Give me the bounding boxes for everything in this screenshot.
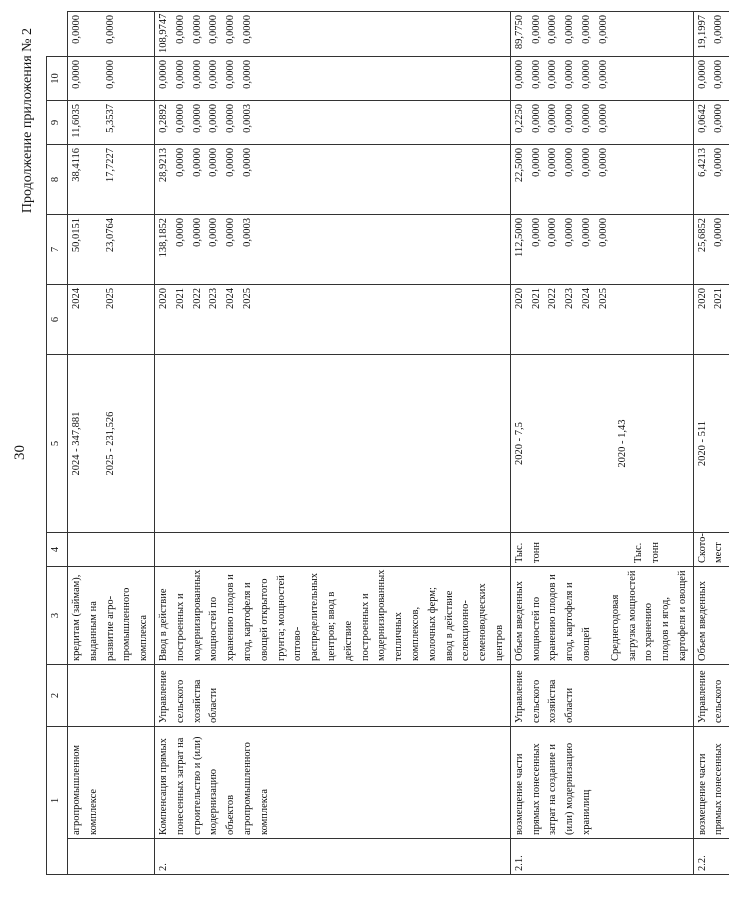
col-header: 7 [47, 215, 68, 285]
target-value [68, 355, 155, 533]
value-list [68, 57, 155, 101]
value-text: 0,0000 [174, 104, 186, 133]
value-list [154, 57, 510, 101]
unit-text: Тыс. тонн [513, 542, 542, 563]
value-text: 0,0000 [104, 15, 116, 44]
column-number-row [47, 12, 68, 875]
value-text: 19,1997 [696, 15, 708, 50]
year-text: 2021 [174, 288, 186, 309]
value-text: 23,0764 [104, 218, 116, 253]
value-text: 0,0000 [191, 148, 203, 177]
target-text [86, 358, 103, 529]
value-text: 0,0000 [191, 104, 203, 133]
value-list [68, 145, 155, 215]
unit-text: Тыс. тонн [633, 542, 662, 563]
value-text: 0,0000 [191, 15, 203, 44]
executor-text: Управление сельского хозяйства области [157, 670, 220, 723]
indicator-text: Объем введенных мощностей по хранению плодов и ягод, картофеля и овощей [513, 574, 592, 661]
value-text: 0,0000 [241, 60, 253, 89]
value-text: 0,0000 [208, 104, 220, 133]
year-text: 2024 [71, 288, 82, 309]
value-text: 0,2250 [513, 104, 525, 133]
col-header: 1 [47, 727, 68, 875]
value-text: 0,0000 [564, 148, 576, 177]
table-row [68, 12, 155, 875]
measure-name [693, 727, 729, 839]
target-value [154, 355, 510, 533]
value-text: 0,0000 [564, 60, 576, 89]
row-number [510, 839, 693, 875]
value-text: 0,0000 [597, 148, 609, 177]
value-text: 0,0000 [208, 218, 220, 247]
value-text: 0,0000 [208, 15, 220, 44]
target-text: 2020 - 7,5 [513, 422, 525, 465]
measure-name-text: возмещение части прямых понесенных затрат на создание и (или) модернизацию хранилищ [513, 742, 592, 835]
value-text: 11,6035 [71, 104, 82, 138]
table-row [510, 12, 693, 875]
value-text: 0,0000 [530, 60, 542, 89]
year-text: 2020 [696, 288, 708, 309]
value-text: 25,6852 [696, 218, 708, 253]
year-text: 2023 [564, 288, 576, 309]
value-text [86, 148, 103, 211]
indicator-text: Ввод в действие построенных и модернизированных мощностей по хранению плодов и ягод, картофеля и овощей открытого грунта; мощностей оптово-распределительных центров; ввод в действие построенных и модернизированных тепличных комплексов, молочных ферм; ввод в действие селекционно-семеноводческих центров [157, 569, 505, 661]
value-list [154, 12, 510, 57]
executor [68, 665, 155, 727]
value-text: 0,0000 [530, 218, 542, 247]
page-number: 30 [12, 445, 28, 460]
target-text: 2020 - 1,43 [616, 419, 628, 468]
executor-text: Управление сельского [696, 670, 725, 723]
value-text: 0,0000 [225, 104, 237, 133]
value-text: 0,0000 [225, 148, 237, 177]
program-table [46, 11, 729, 875]
value-text: 0,0000 [696, 60, 708, 89]
year-text: 2023 [208, 288, 220, 309]
col-header: 4 [47, 533, 68, 567]
value-text: 0,0000 [580, 60, 592, 89]
row-number-text: 2.2. [696, 855, 708, 871]
year-text: 2025 [597, 288, 609, 309]
value-text: 0,0000 [547, 15, 559, 44]
row-number [68, 839, 155, 875]
indicator [68, 567, 155, 665]
value-text: 0,0000 [174, 218, 186, 247]
executor [510, 665, 693, 727]
col-header: 10 [47, 57, 68, 101]
value-text: 0,0000 [241, 15, 253, 44]
value-text: 38,4116 [71, 148, 82, 182]
value-text: 0,0000 [530, 15, 542, 44]
value-text: 0,0000 [580, 15, 592, 44]
value-list [154, 215, 510, 285]
unit [510, 533, 693, 567]
year-text: 2025 [104, 288, 116, 309]
value-list [68, 12, 155, 57]
table-row [693, 12, 729, 875]
year-text: 2021 [713, 288, 725, 309]
appendix-caption: Продолжение приложения № 2 [20, 28, 35, 214]
value-text: 0,0000 [174, 15, 186, 44]
year-list [68, 285, 155, 355]
col-header: 6 [47, 285, 68, 355]
value-list [510, 57, 693, 101]
value-list [693, 12, 729, 57]
executor-text: Управление сельского хозяйства области [513, 670, 576, 723]
indicator [510, 567, 693, 665]
value-text: 0,0000 [597, 60, 609, 89]
year-text: 2024 [225, 288, 237, 309]
value-text: 5,3537 [104, 104, 116, 133]
value-text: 0,0000 [191, 218, 203, 247]
value-list [510, 12, 693, 57]
value-list [693, 145, 729, 215]
col-header: 8 [47, 145, 68, 215]
year-list [510, 285, 693, 355]
row-number-text: 2. [157, 863, 169, 871]
value-text: 0,0000 [208, 148, 220, 177]
value-text: 0,0000 [547, 104, 559, 133]
value-text: 0,0000 [530, 148, 542, 177]
value-text: 0,0000 [530, 104, 542, 133]
value-text: 89,7750 [513, 15, 525, 50]
year-text: 2024 [580, 288, 592, 309]
year-list [154, 285, 510, 355]
value-list [154, 145, 510, 215]
row-number-text: 2.1. [513, 855, 525, 871]
value-list [693, 57, 729, 101]
value-text: 0,0003 [241, 218, 253, 247]
executor [154, 665, 510, 727]
value-text: 0,0000 [597, 218, 609, 247]
indicator [693, 567, 729, 665]
value-text: 0,0000 [547, 148, 559, 177]
year-text: 2025 [241, 288, 253, 309]
value-list [510, 145, 693, 215]
measure-name [154, 727, 510, 839]
unit-text: Ското-мест [696, 533, 725, 563]
value-text [86, 104, 103, 141]
value-text: 112,5000 [513, 218, 525, 257]
value-text: 6,4213 [696, 148, 708, 177]
value-text [86, 60, 103, 97]
value-text: 108,9747 [157, 13, 169, 53]
measure-name [68, 727, 155, 839]
measure-name-text: возмещение части прямых понесенных [696, 743, 725, 835]
value-text: 0,0000 [174, 60, 186, 89]
value-text: 28,9213 [157, 148, 169, 183]
value-text: 0,0000 [564, 104, 576, 133]
year-text: 2022 [547, 288, 559, 309]
value-text: 0,0000 [208, 60, 220, 89]
measure-name-text: Компенсация прямых понесенных затрат на строительство и (или) модернизацию объектов агропромышленного комплекса [157, 736, 270, 835]
unit [68, 533, 155, 567]
value-list [693, 101, 729, 145]
value-text: 0,0000 [580, 218, 592, 247]
value-text: 0,0000 [547, 60, 559, 89]
value-list [693, 215, 729, 285]
value-text: 0,0000 [564, 15, 576, 44]
value-list [68, 215, 155, 285]
year-text: 2022 [191, 288, 203, 309]
value-text: 0,0003 [241, 104, 253, 133]
year-text [86, 288, 103, 351]
indicator-text: Среднегодовая загрузка мощностей по хранению плодов и ягод, картофеля и овощей [609, 570, 688, 661]
unit [154, 533, 510, 567]
year-list [693, 285, 729, 355]
value-text: 0,0000 [713, 15, 725, 44]
value-text [86, 218, 103, 281]
value-text: 0,0000 [104, 60, 116, 89]
value-text: 0,0000 [71, 15, 82, 44]
value-list [510, 215, 693, 285]
value-text: 0,0000 [713, 218, 725, 247]
value-text: 0,0000 [597, 15, 609, 44]
row-number [693, 839, 729, 875]
value-list [68, 101, 155, 145]
value-text: 0,0000 [71, 60, 82, 89]
value-text: 0,0000 [580, 148, 592, 177]
value-text: 0,0000 [191, 60, 203, 89]
year-text: 2021 [530, 288, 542, 309]
target-value [693, 355, 729, 533]
value-text: 50,0151 [71, 218, 82, 253]
indicator-text: Объем введенных [696, 581, 708, 661]
year-text: 2020 [513, 288, 525, 309]
value-text: 0,0000 [241, 148, 253, 177]
unit [693, 533, 729, 567]
target-text: 2025 - 231,526 [104, 411, 116, 476]
col-header: 5 [47, 355, 68, 533]
value-text: 138,1852 [157, 218, 169, 258]
value-text: 0,0000 [225, 15, 237, 44]
measure-name-text: агропромышленном комплексе [71, 744, 99, 835]
value-text: 0,0000 [713, 104, 725, 133]
value-text: 0,0000 [225, 218, 237, 247]
table-row [154, 12, 510, 875]
target-value [510, 355, 693, 533]
value-text: 0,0642 [696, 104, 708, 133]
year-text: 2020 [157, 288, 169, 309]
value-text: 0,2892 [157, 104, 169, 133]
value-text [86, 15, 103, 53]
value-text: 0,0000 [547, 218, 559, 247]
executor [693, 665, 729, 727]
value-text: 0,0000 [174, 148, 186, 177]
value-text: 0,0000 [713, 148, 725, 177]
value-list [510, 101, 693, 145]
value-text: 0,0000 [597, 104, 609, 133]
target-text: 2024 - 347,881 [71, 411, 82, 476]
col-header: 2 [47, 665, 68, 727]
value-text: 0,0000 [513, 60, 525, 89]
value-list [154, 101, 510, 145]
value-text: 17,7227 [104, 148, 116, 183]
value-text: 0,0000 [713, 60, 725, 89]
value-text: 22,5000 [513, 148, 525, 183]
row-number [154, 839, 510, 875]
indicator-text: кредитам (займам), выданным на развитие агро-промышленного комплекса [71, 574, 150, 661]
col-header: 9 [47, 101, 68, 145]
measure-name [510, 727, 693, 839]
value-text: 0,0000 [157, 60, 169, 89]
value-text: 0,0000 [580, 104, 592, 133]
target-text: 2020 - 511 [696, 420, 708, 467]
indicator [154, 567, 510, 665]
value-text: 0,0000 [225, 60, 237, 89]
value-text: 0,0000 [564, 218, 576, 247]
col-header: 3 [47, 567, 68, 665]
